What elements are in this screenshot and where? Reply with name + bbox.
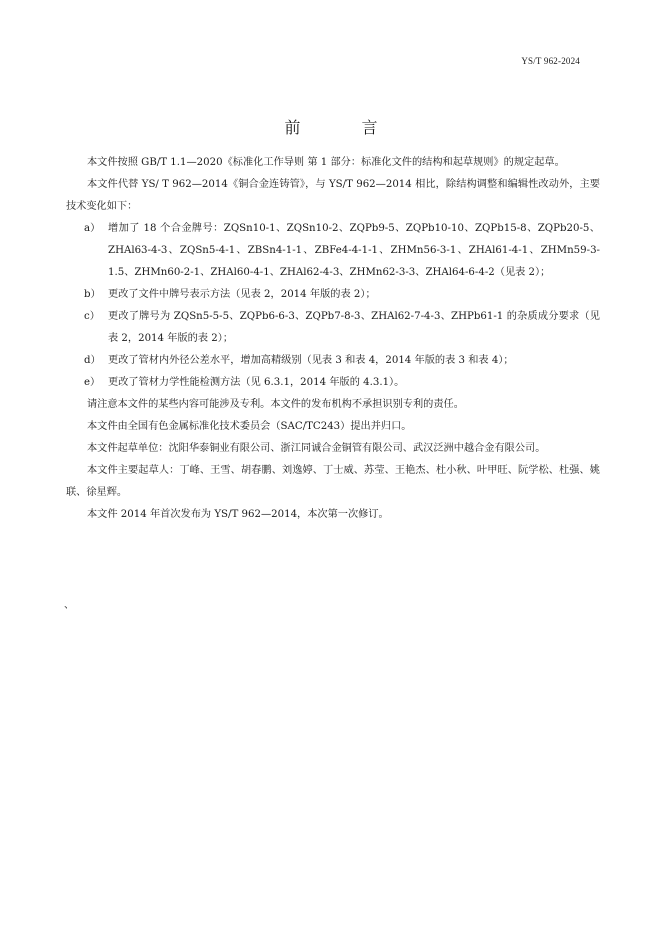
change-item-b: [66, 284, 600, 306]
change-item-marker: a）: [84, 223, 101, 234]
change-item-marker: e）: [84, 377, 101, 388]
change-item-text: 更改了牌号为 ZQSn5-5-5、ZQPb6-6-3、ZQPb7-8-3、ZHAl62-7-4-3、ZHPb61-1 的杂质成分要求（见表 2，2014 年版的表 2）；: [108, 311, 600, 344]
change-item-text: 更改了管材力学性能检测方法（见 6.3.1，2014 年版的 4.3.1）。: [108, 377, 405, 388]
paragraph-drafting-rules: 本文件按照 GB/T 1.1—2020《标准化工作导则 第 1 部分：标准化文件的结构和起草规则》的规定起草。: [87, 157, 565, 168]
change-item-marker: b）: [84, 289, 101, 300]
paragraph-drafting-units: 本文件起草单位：沈阳华泰铜业有限公司、浙江同诚合金铜管有限公司、武汉泛洲中越合金有限公司。: [87, 443, 546, 454]
change-item-e: [66, 372, 600, 394]
standard-code: YS/T 962-2024: [521, 56, 580, 66]
change-item-a: [66, 218, 600, 284]
change-item-marker: c）: [84, 311, 100, 322]
page-title: 前 言: [284, 118, 406, 137]
paragraph-patent-notice: 请注意本文件的某些内容可能涉及专利。本文件的发布机构不承担识别专利的责任。: [87, 399, 464, 410]
change-item-text: 更改了文件中牌号表示方法（见表 2，2014 年版的表 2）；: [108, 289, 376, 300]
change-item-d: [66, 350, 600, 372]
change-item-text: 增加了 18 个合金牌号：ZQSn10-1、ZQSn10-2、ZQPb9-5、ZQPb10-10、ZQPb15-8、ZQPb20-5、ZHAl63-4-3、ZQSn5-4-1、ZBSn4-1-1、ZBFe4-4-1-1、ZHMn56-3-1、ZHAl61-4-1、ZHMn59-3-1.5、ZHMn60-2-1、ZHAl60-4-1、ZHAl62-4-3、ZHMn62-3-3、ZHAl64-6-4-2（见表 2）；: [108, 223, 600, 278]
change-item-c: [66, 306, 600, 350]
paragraph-history: 本文件 2014 年首次发布为 YS/T 962—2014，本次第一次修订。: [87, 509, 389, 520]
change-item-text: 更改了管材内外径公差水平，增加高精级别（见表 3 和表 4，2014 年版的表 3 和表 4）；: [108, 355, 514, 366]
change-item-marker: d）: [84, 355, 101, 366]
paragraph-proposer: 本文件由全国有色金属标准化技术委员会（SAC/TC243）提出并归口。: [87, 421, 412, 432]
foreword-body: [66, 152, 600, 526]
paragraph-replacement: 本文件代替 YS/ T 962—2014《铜合金连铸管》，与 YS/T 962—2014 相比，除结构调整和编辑性改动外，主要技术变化如下：: [66, 179, 600, 212]
stray-punctuation: 、: [64, 600, 74, 611]
paragraph-drafters: 本文件主要起草人：丁峰、王雪、胡春鹏、刘逸婷、丁士威、苏莹、王艳杰、杜小秋、叶甲旺、阮学松、杜强、姚联、徐星辉。: [66, 465, 600, 498]
